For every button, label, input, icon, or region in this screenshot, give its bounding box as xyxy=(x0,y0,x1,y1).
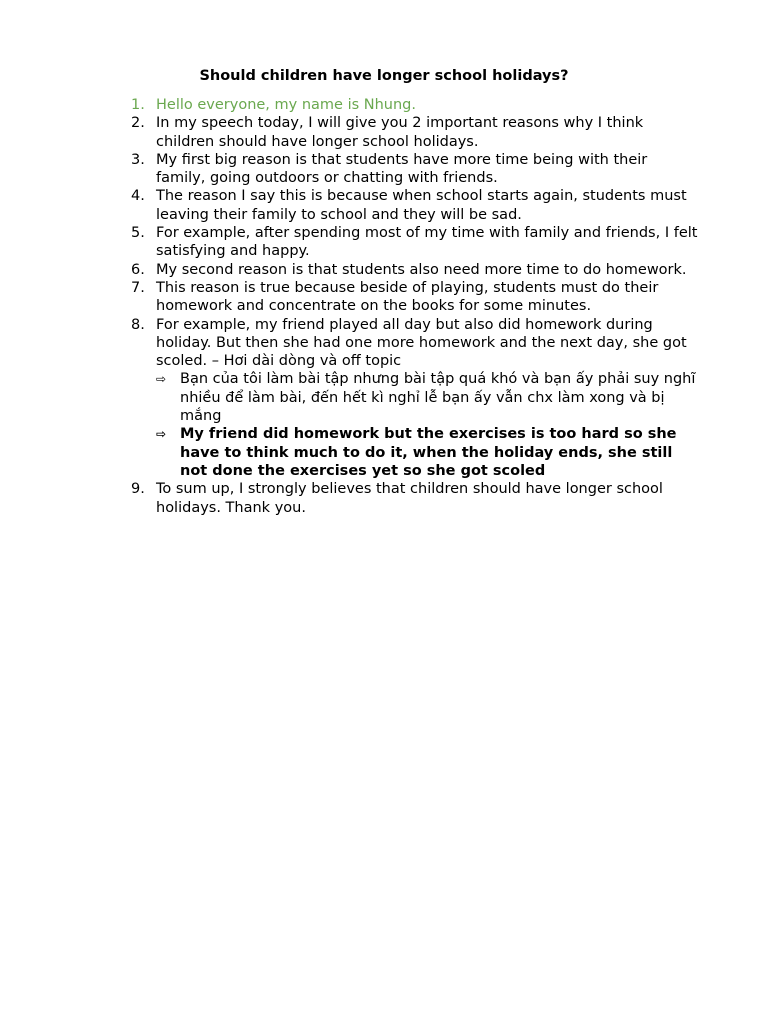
list-item xyxy=(131,151,701,188)
list-text: My first big reason is that students have more time being with their family, going outdoors or chatting with friends. xyxy=(156,151,648,187)
list-item xyxy=(131,96,701,114)
list-number: 5. xyxy=(131,225,145,242)
list-text: To sum up, I strongly believes that children should have longer school holidays. Thank you. xyxy=(156,481,663,516)
list-number: 4. xyxy=(131,188,145,205)
list-item xyxy=(131,316,701,371)
sub-list-text: My friend did homework but the exercises is too hard so she have to think much to do it, when the holiday ends, she still not done the exercises yet so she got scoled xyxy=(180,426,677,479)
list-item xyxy=(131,224,701,261)
arrow-right-icon: ⇨ xyxy=(156,427,167,442)
arrow-right-icon: ⇨ xyxy=(156,372,167,387)
list-text: My second reason is that students also need more time to do homework. xyxy=(156,261,687,278)
list-item xyxy=(131,187,701,224)
list-number: 7. xyxy=(131,279,145,296)
list-item xyxy=(131,261,701,279)
list-item xyxy=(131,114,701,151)
list-text: For example, my friend played all day but also did homework during holiday. But then she had one more homework and the next day, she got scoled. – Hơi dài dòng và off topic xyxy=(156,316,687,370)
list-item xyxy=(131,480,701,517)
list-number: 3. xyxy=(131,151,145,168)
list-text: Hello everyone, my name is Nhung. xyxy=(156,97,416,113)
list-number: 2. xyxy=(131,115,145,132)
sub-list-item-english xyxy=(156,425,701,480)
document-title: Should children have longer school holidays? xyxy=(199,68,569,84)
list-number: 8. xyxy=(131,316,145,333)
list-number: 9. xyxy=(131,481,145,498)
list-text: In my speech today, I will give you 2 important reasons why I think children should have longer school holidays. xyxy=(156,115,644,150)
sub-list-item-vietnamese xyxy=(156,370,701,425)
numbered-list xyxy=(131,96,701,517)
list-text: This reason is true because beside of playing, students must do their homework and concentrate on the books for some minutes. xyxy=(156,279,659,315)
list-number: 6. xyxy=(131,261,145,278)
list-text: The reason I say this is because when school starts again, students must leaving their family to school and they will be sad. xyxy=(156,188,687,223)
sub-list-text: Bạn của tôi làm bài tập nhưng bài tập quá khó và bạn ấy phải suy nghĩ nhiều để làm bài, đến hết kì nghỉ lễ bạn ấy vẫn chx làm xong và bị mắng xyxy=(180,371,696,425)
list-item xyxy=(131,279,701,316)
list-text: For example, after spending most of my time with family and friends, I felt satisfying and happy. xyxy=(156,225,698,260)
list-number: 1. xyxy=(131,97,145,113)
